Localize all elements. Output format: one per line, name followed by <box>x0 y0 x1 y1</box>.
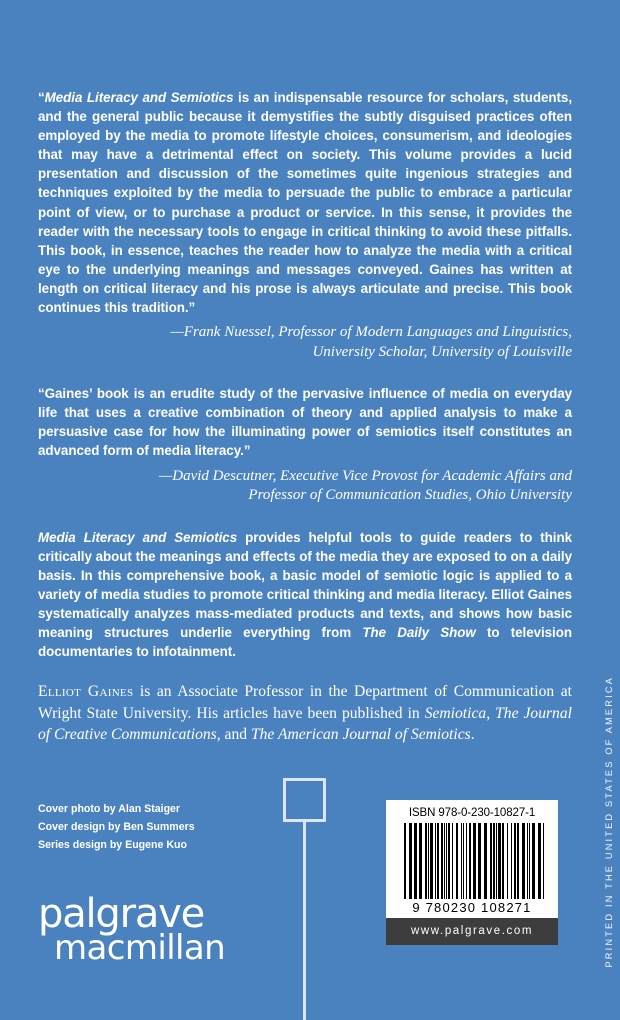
decorative-square-outline <box>283 778 326 822</box>
book-description <box>38 528 572 662</box>
author-bio-part-3: , and <box>216 726 251 744</box>
cover-credits <box>38 800 195 854</box>
barcode-bars <box>394 823 550 899</box>
author-bio <box>38 681 572 746</box>
author-bio-part-4: . <box>470 726 475 744</box>
cover-text-column <box>38 88 572 746</box>
logo-line-macmillan: macmillan <box>54 928 226 969</box>
author-bio-journal-3: The American Journal of Semiotics <box>250 726 471 744</box>
blurb-spacer-1 <box>38 362 572 384</box>
description-spacer <box>38 661 572 681</box>
barcode-digits: 9 780230 108271 <box>412 900 532 915</box>
palgrave-website-bar: www.palgrave.com <box>386 918 558 945</box>
blurb-1-attribution <box>38 323 572 362</box>
author-bio-part-2: , <box>486 704 496 722</box>
description-part-1: provides helpful tools to guide readers to think critically about the meanings and effects of the media they are exposed to on a daily basis. In this comprehensive book, a basic model of semiotic logic is applied to a variety of media studies to promote critical thinking and media literacy. Elliot Gaines systematically analyzes mass-mediated products and texts, and shows how basic meaning structures underlie everything from <box>38 529 572 640</box>
blurb-2-attribution <box>38 467 572 506</box>
palgrave-macmillan-logo <box>38 891 226 969</box>
author-bio-journal-1: Semiotica <box>424 704 487 722</box>
author-name: Elliot Gaines <box>38 683 134 701</box>
description-show-title: The Daily Show <box>362 624 476 640</box>
blurb-2-attribution-line-2: Professor of Communication Studies, Ohio University <box>248 487 572 503</box>
isbn-text: ISBN 978-0-230-10827-1 <box>408 807 536 819</box>
blurb-1-attribution-line-1: —Frank Nuessel, Professor of Modern Languages and Linguistics, <box>170 324 572 341</box>
credit-series-design: Series design by Eugene Kuo <box>38 839 187 851</box>
blurb-1-book-title: Media Literacy and Semiotics <box>44 90 234 105</box>
author-bio-journal-2: The Journal of Creative Communications <box>38 704 572 744</box>
printed-in-usa-text: PRINTED IN THE UNITED STATES OF AMERICA <box>604 676 614 968</box>
credit-cover-design: Cover design by Ben Summers <box>38 821 195 833</box>
description-book-title: Media Literacy and Semiotics <box>38 529 238 545</box>
author-bio-part-1: is an Associate Professor in the Department of Communication at Wright State University. His articles have been published in <box>38 683 572 722</box>
blurb-spacer-2 <box>38 506 572 528</box>
decorative-vertical-rule <box>303 822 306 1020</box>
barcode-panel <box>386 800 558 918</box>
barcode-block <box>386 800 558 945</box>
blurb-2-attribution-line-1: —David Descutner, Executive Vice Provost for Academic Affairs and <box>158 467 572 484</box>
blurb-quote-2: “Gaines’ book is an erudite study of the pervasive influence of media on everyday life that uses a creative combination of theory and applied analysis to make a persuasive case for how the illuminating power of semiotics itself constitutes an advanced form of media literacy.” <box>38 386 572 459</box>
blurb-quote-1 <box>38 88 572 317</box>
logo-line-palgrave: palgrave <box>38 891 205 937</box>
description-part-2: to television documentaries to infotainment. <box>38 624 572 660</box>
blurb-1-body: is an indispensable resource for scholars, students, and the general public because it demystifies the subtly disguised practices often employed by the media to promote lifestyle choices, consumerism, and ideologies that may have a detrimental effect on society. This volume provides a lucid presentation and discussion of the sometimes quite ingenious strategies and techniques exploited by the media to persuade the public to embrace a particular point of view, or to purchase a product or service. In this sense, it provides the reader with the necessary tools to engage in critical thinking to avoid these pitfalls. This book, in essence, teaches the reader how to analyze the media with a critical eye to the underlying meanings and messages conveyed. Gaines has written at length on critical literacy and his prose is always articulate and precise. This book continues this tradition.” <box>38 90 572 316</box>
blurb-1-attribution-line-2: University Scholar, University of Louisville <box>312 343 572 360</box>
blurb-1-quote-mark: “ <box>38 90 45 105</box>
credit-cover-photo: Cover photo by Alan Staiger <box>38 803 181 815</box>
